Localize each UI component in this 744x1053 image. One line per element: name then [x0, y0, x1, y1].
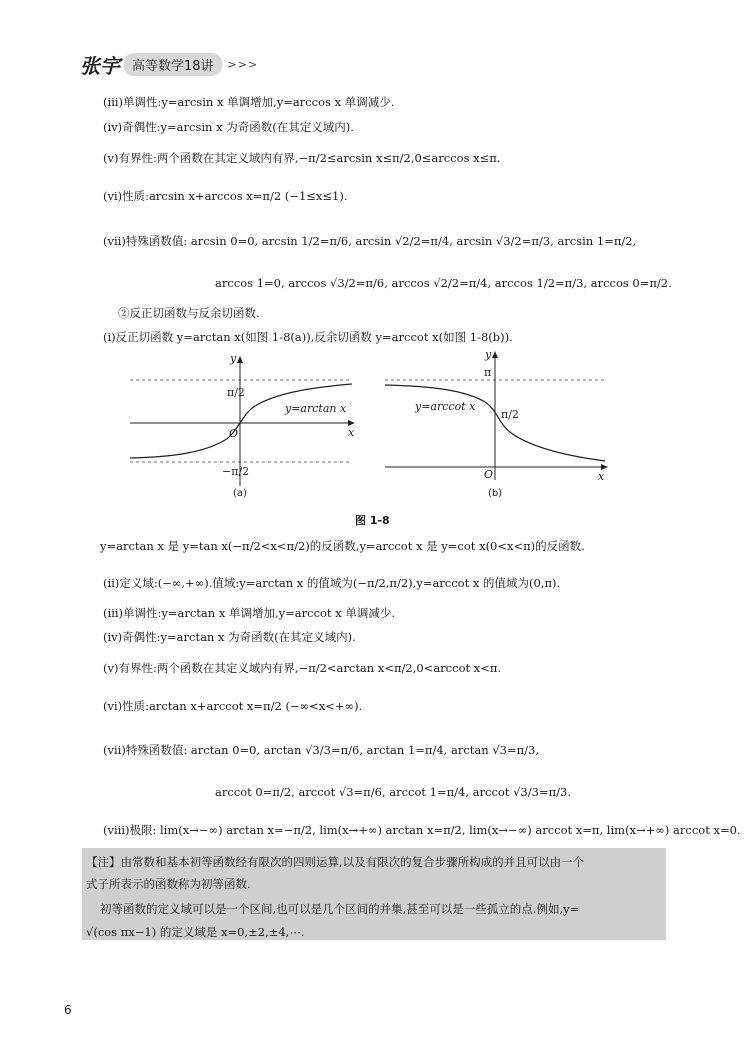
prop-special-arcsin: (ⅶ)特殊函数值: arcsin 0=0, arcsin 1/2=π/6, arcsin √2/2=π/4, arcsin √3/2=π/3, arcsin 1=π/2, [103, 234, 637, 248]
book-title: 高等数学18讲 [124, 53, 222, 76]
panel-label-b: (b) [488, 488, 503, 499]
figure-a [130, 352, 355, 499]
prop-identity-arcsin: (ⅵ)性质:arcsin x+arccos x=π/2 (−1≤x≤1). [103, 189, 348, 203]
inverse-relation: y=arctan x 是 y=tan x(−π/2<x<π/2)的反函数,y=arccot x 是 y=cot x(0<x<π)的反函数. [100, 539, 585, 553]
prop-identity-arctan: (ⅵ)性质:arctan x+arccot x=π/2 (−∞<x<+∞). [103, 699, 363, 713]
prop-special-arccos: arccos 1=0, arccos √3/2=π/6, arccos √2/2=π/4, arccos 1/2=π/3, arccos 0=π/2. [215, 276, 672, 290]
prop-bounded-arctan: (ⅴ)有界性:两个函数在其定义域内有界,−π/2<arctan x<π/2,0<arccot x<π. [103, 661, 502, 675]
prop-limits: (ⅷ)极限: lim(x→−∞) arctan x=−π/2, lim(x→+∞) arctan x=π/2, lim(x→−∞) arccot x=π, lim(x→+∞) arccot x=0. [103, 823, 741, 837]
x-label-a: x [348, 426, 355, 439]
label-pi-half-a: π/2 [227, 386, 245, 399]
header-arrows: >>> [227, 58, 259, 71]
note-line-1: 【注】由常数和基本初等函数经有限次的四则运算,以及有限次的复合步骤所构成的并且可以由一个 [86, 855, 585, 869]
note-line-4: √(cos πx−1) 的定义域是 x=0,±2,±4,⋯. [86, 925, 305, 939]
origin-b: O [484, 468, 494, 481]
section-title: ②反正切函数与反余切函数. [118, 306, 260, 320]
note-line-3: 初等函数的定义域可以是一个区间,也可以是几个区间的并集,甚至可以是一些孤立的点.例如,y= [100, 902, 580, 916]
intro-line: (ⅰ)反正切函数 y=arctan x(如图 1-8(a)),反余切函数 y=arccot x(如图 1-8(b)). [103, 330, 513, 344]
y-label-b: y [485, 348, 492, 361]
prop-special-arctan: (ⅶ)特殊函数值: arctan 0=0, arctan √3/3=π/6, arctan 1=π/4, arctan √3=π/3, [103, 743, 539, 757]
prop-bounded-arcsin: (ⅴ)有界性:两个函数在其定义域内有界,−π/2≤arcsin x≤π/2,0≤arccos x≤π. [103, 151, 501, 165]
arctan-curve-label: y=arctan x [285, 402, 347, 415]
prop-special-arccot: arccot 0=π/2, arccot √3=π/6, arccot 1=π/4, arccot √3/3=π/3. [215, 785, 571, 799]
note-line-2: 式子所表示的函数称为初等函数. [86, 877, 251, 891]
figure-b [385, 348, 608, 499]
author-logo: 张宇 [80, 54, 120, 78]
page-number: 6 [64, 1003, 72, 1017]
prop-monotonic-arcsin: (ⅲ)单调性:y=arcsin x 单调增加,y=arccos x 单调减少. [103, 95, 395, 109]
label-pi-half-b: π/2 [501, 408, 519, 421]
y-label-a: y [230, 352, 237, 365]
label-pi-b: π [484, 366, 492, 379]
prop-monotonic-arctan: (ⅲ)单调性:y=arctan x 单调增加,y=arccot x 单调减少. [103, 606, 396, 620]
label-neg-pi-half-a: −π/2 [222, 465, 250, 478]
figure-caption: 图 1-8 [355, 514, 390, 527]
x-label-b: x [598, 470, 605, 483]
origin-a: O [229, 427, 239, 440]
prop-parity-arctan: (ⅳ)奇偶性:y=arctan x 为奇函数(在其定义域内). [103, 630, 356, 644]
prop-parity-arcsin: (ⅳ)奇偶性:y=arcsin x 为奇函数(在其定义域内). [103, 120, 354, 134]
prop-domain-range: (ⅱ)定义域:(−∞,+∞).值域:y=arctan x 的值域为(−π/2,π/2),y=arccot x 的值域为(0,π). [103, 576, 561, 590]
arccot-curve-label: y=arccot x [415, 400, 476, 413]
panel-label-a: (a) [233, 488, 247, 499]
